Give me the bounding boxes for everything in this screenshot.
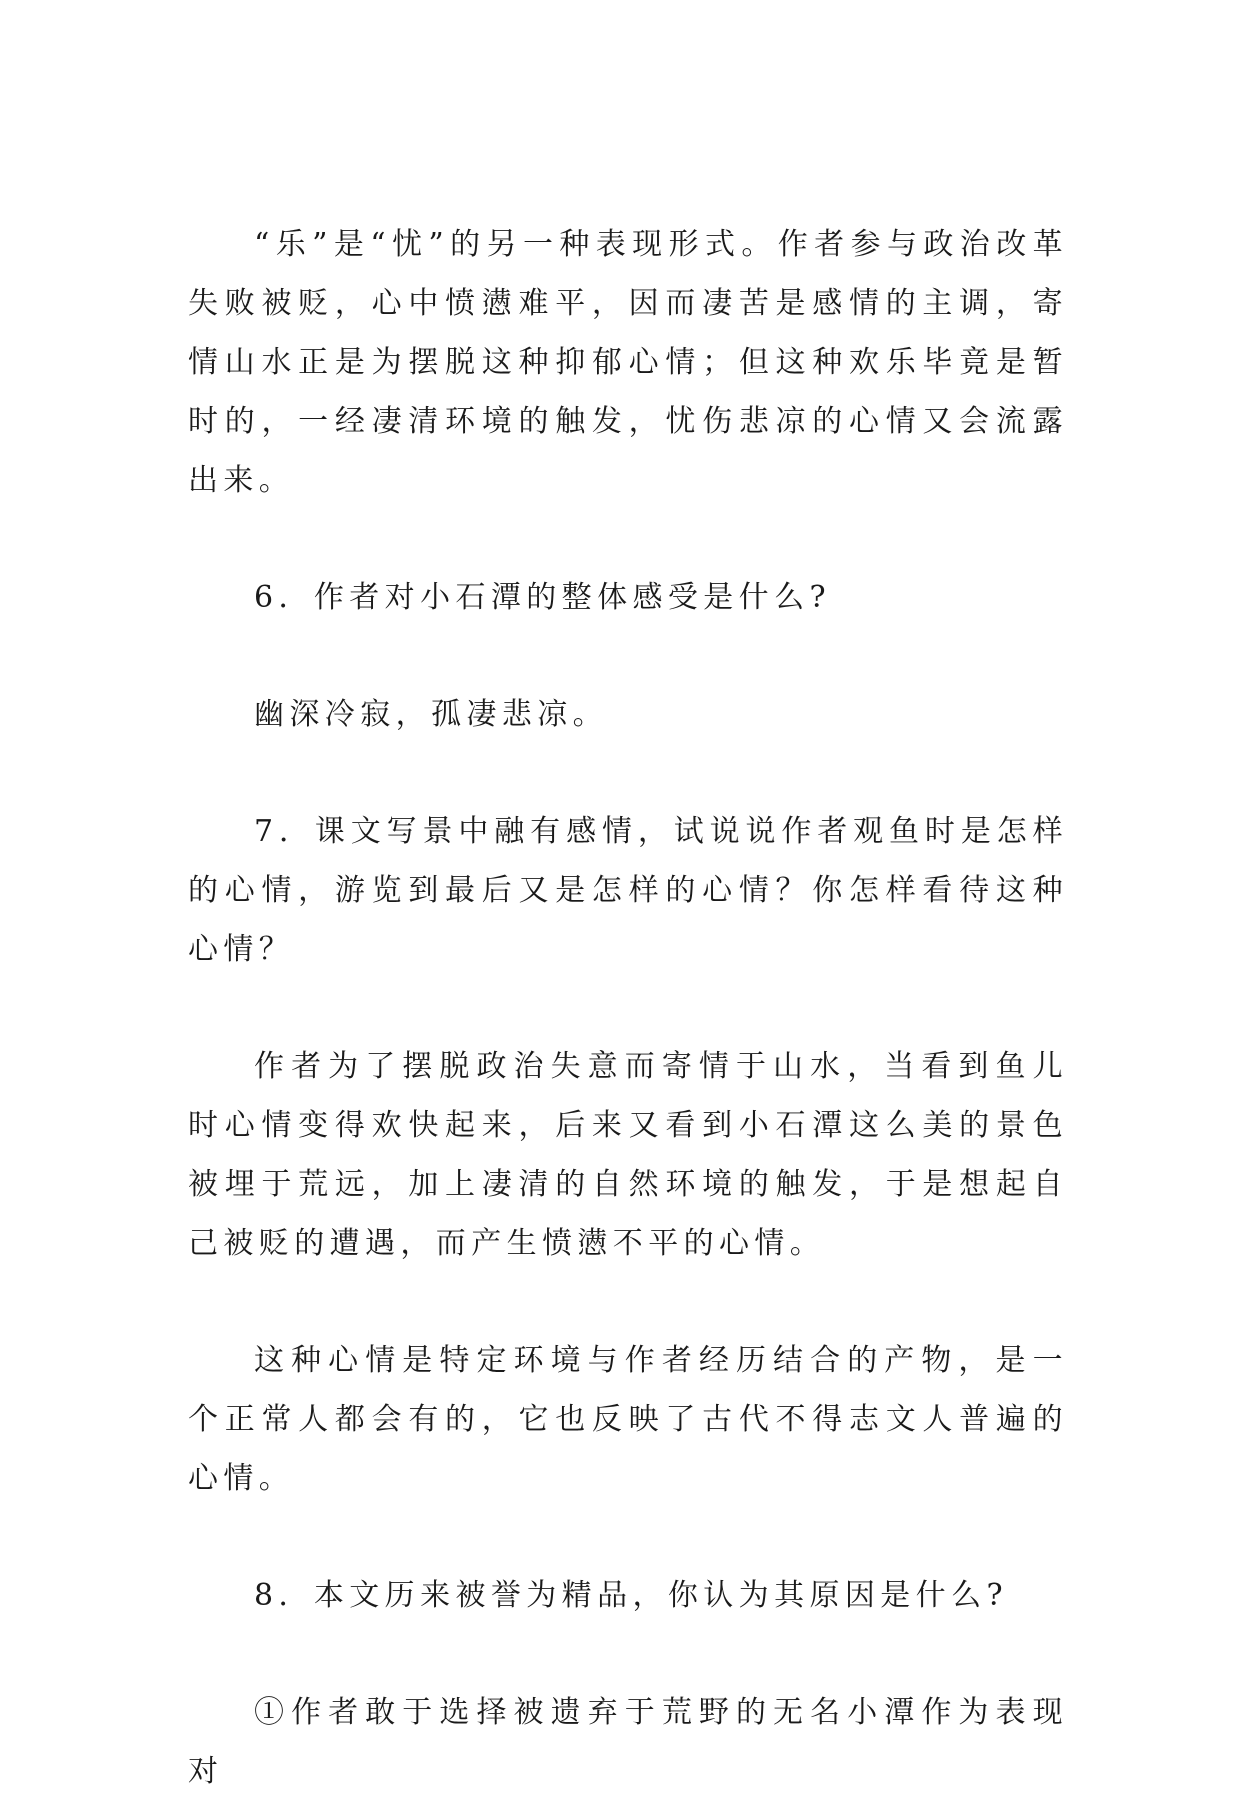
answer-6: 幽深冷寂，孤凄悲凉。	[254, 697, 608, 732]
question-8: 8．本文历来被誉为精品，你认为其原因是什么?	[254, 1578, 1008, 1613]
answer-7-part-1: 作者为了摆脱政治失意而寄情于山水，当看到鱼儿时心情变得欢快起来，后来又看到小石潭这么美的景色被埋于荒远，加上凄清的自然环境的触发，于是想起自己被贬的遭遇，而产生愤懑不平的心情。	[188, 1049, 1068, 1261]
question-7: 7．课文写景中融有感情，试说说作者观鱼时是怎样的心情，游览到最后又是怎样的心情？你怎样看待这种心情？	[188, 814, 1068, 967]
question-6: 6．作者对小石潭的整体感受是什么?	[254, 580, 831, 615]
answer-7-part-2: 这种心情是特定环境与作者经历结合的产物，是一个正常人都会有的，它也反映了古代不得志文人普遍的心情。	[188, 1343, 1068, 1496]
answer-8-item-1: ①作者敢于选择被遗弃于荒野的无名小潭作为表现对	[188, 1695, 1068, 1789]
paragraph-joy-sorrow: “乐”是“忧”的另一种表现形式。作者参与政治改革失败被贬，心中愤懑难平，因而凄苦是感情的主调，寄情山水正是为摆脱这种抑郁心情；但这种欢乐毕竟是暂时的，一经凄清环境的触发，忧伤悲凉的心情又会流露出来。	[188, 227, 1068, 498]
document-body	[188, 215, 1068, 1801]
